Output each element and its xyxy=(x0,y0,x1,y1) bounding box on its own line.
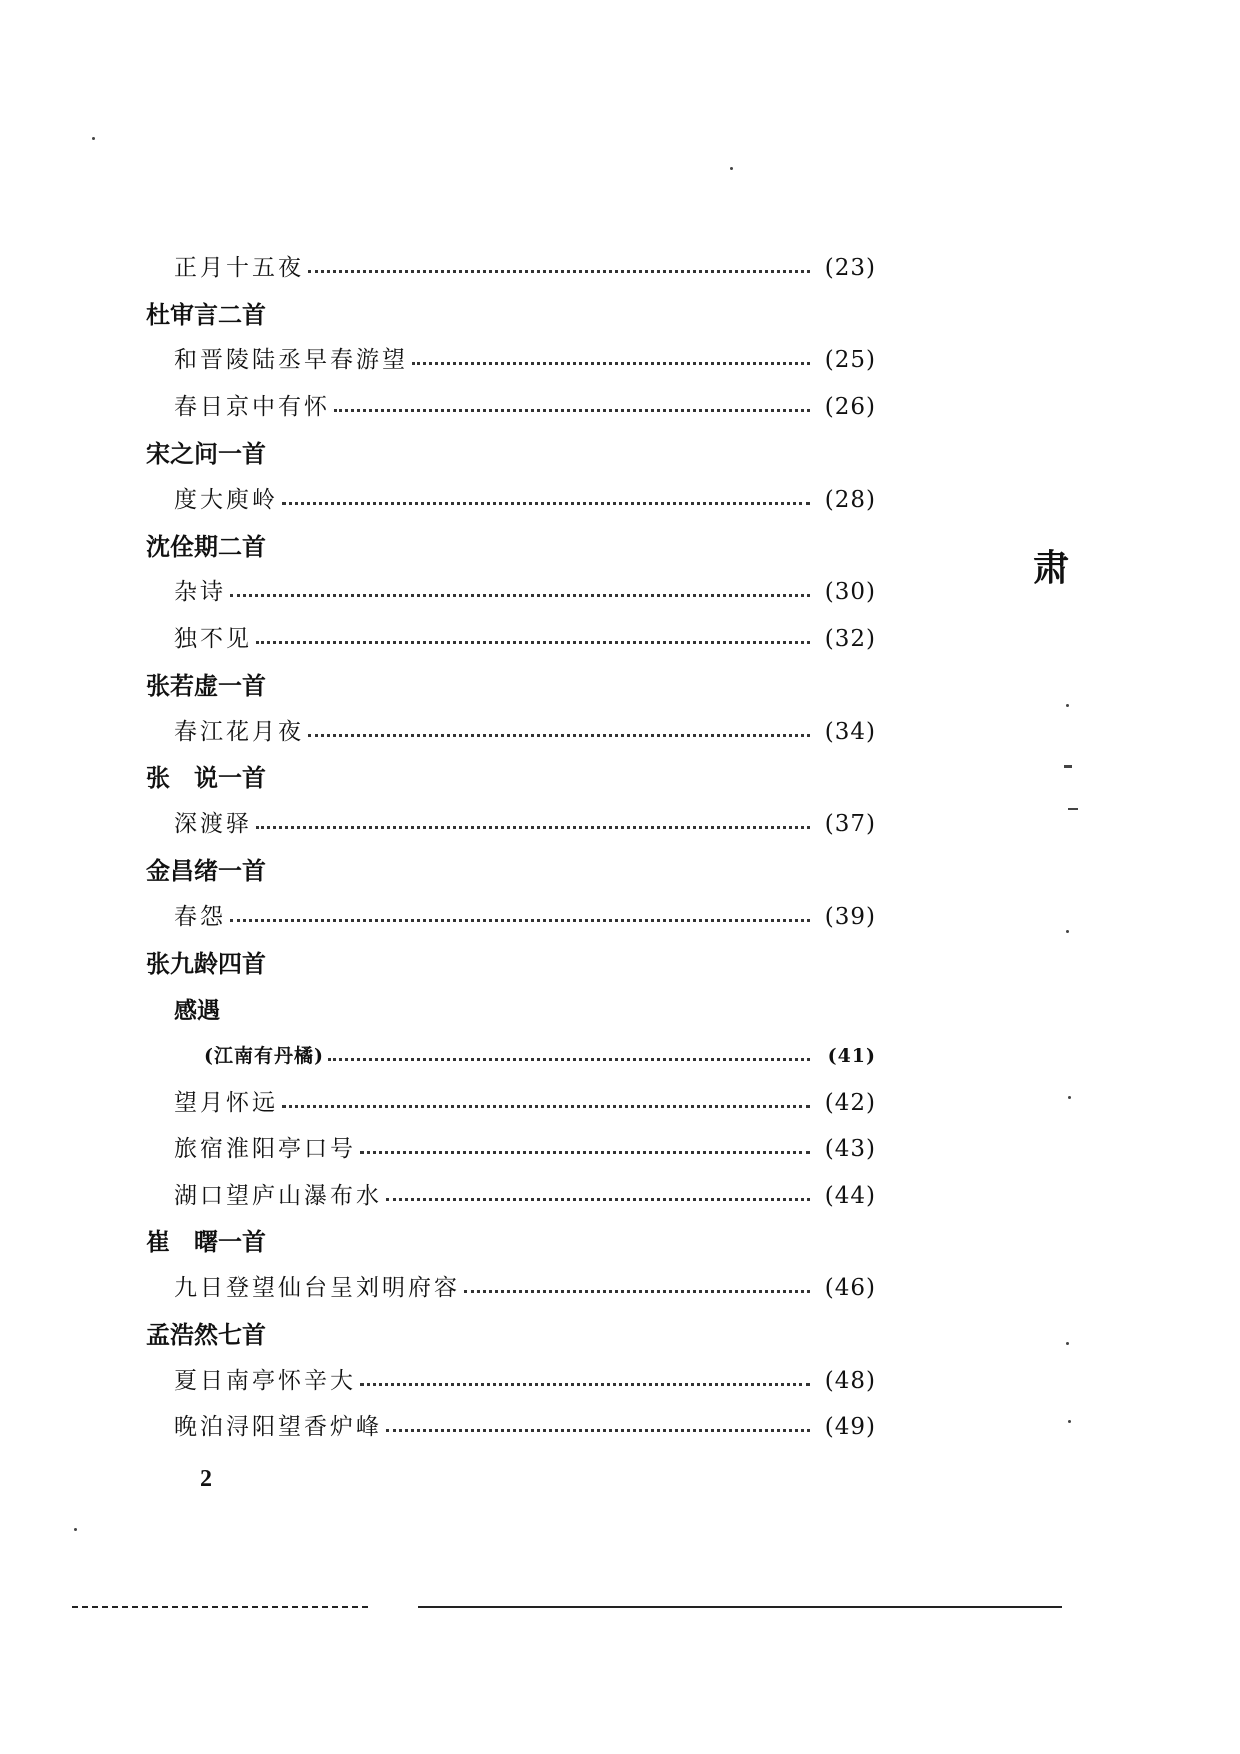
toc-entry xyxy=(146,1358,876,1404)
toc-author-heading xyxy=(146,1219,876,1265)
scan-speck xyxy=(1068,1096,1071,1099)
table-of-contents xyxy=(146,245,876,1451)
toc-title: 张 说一首 xyxy=(146,763,266,793)
dot-leader xyxy=(386,1429,810,1432)
toc-author-heading xyxy=(146,291,876,337)
toc-author-heading xyxy=(146,431,876,477)
toc-page-number: (48) xyxy=(824,1368,876,1395)
toc-entry xyxy=(146,245,876,291)
toc-title: 晚泊浔阳望香炉峰 xyxy=(174,1414,382,1441)
scan-speck xyxy=(92,137,95,140)
toc-entry xyxy=(146,1080,876,1126)
toc-entry xyxy=(146,709,876,755)
toc-page-number: (30) xyxy=(824,579,876,606)
toc-page-number: (32) xyxy=(824,625,876,652)
scan-speck xyxy=(1066,704,1069,707)
toc-page-number: (26) xyxy=(824,393,876,420)
toc-page-number: (42) xyxy=(824,1089,876,1116)
toc-author-heading xyxy=(146,663,876,709)
toc-title: 正月十五夜 xyxy=(174,254,304,281)
toc-title: 杂诗 xyxy=(174,579,226,606)
toc-title: 湖口望庐山瀑布水 xyxy=(174,1182,382,1209)
toc-entry xyxy=(146,570,876,616)
dot-leader xyxy=(412,362,810,365)
toc-title: 张九龄四首 xyxy=(146,949,266,979)
toc-author-heading xyxy=(146,848,876,894)
toc-author-heading xyxy=(146,523,876,569)
toc-title: 夏日南亭怀辛大 xyxy=(174,1368,356,1395)
dot-leader xyxy=(256,641,810,644)
toc-entry xyxy=(146,987,876,1033)
toc-page-number: (46) xyxy=(824,1275,876,1302)
toc-author-heading xyxy=(146,755,876,801)
margin-character: 肃 xyxy=(1033,547,1070,589)
toc-title: 独不见 xyxy=(174,625,252,652)
toc-title: 春江花月夜 xyxy=(174,718,304,745)
toc-entry xyxy=(146,894,876,940)
toc-title: 和晋陵陆丞早春游望 xyxy=(174,347,408,374)
toc-entry xyxy=(146,616,876,662)
dot-leader xyxy=(360,1151,810,1154)
bottom-rule-right xyxy=(418,1606,1062,1608)
scan-speck xyxy=(1066,1342,1069,1345)
dot-leader xyxy=(386,1198,810,1201)
toc-title: 望月怀远 xyxy=(174,1089,278,1116)
toc-entry xyxy=(146,1405,876,1451)
toc-title: 宋之问一首 xyxy=(146,438,266,468)
toc-page-number: (34) xyxy=(824,718,876,745)
toc-title: 九日登望仙台呈刘明府容 xyxy=(174,1275,460,1302)
toc-entry xyxy=(146,1266,876,1312)
scan-speck xyxy=(1068,1420,1071,1423)
scan-speck xyxy=(1064,765,1072,768)
toc-title: 沈佺期二首 xyxy=(146,531,266,561)
dot-leader xyxy=(464,1290,810,1293)
toc-title: 深渡驿 xyxy=(174,811,252,838)
toc-title: 杜审言二首 xyxy=(146,299,266,329)
toc-title: 度大庾岭 xyxy=(174,486,278,513)
toc-page-number: (23) xyxy=(824,254,876,281)
dot-leader xyxy=(308,734,810,737)
toc-title: 春怨 xyxy=(174,904,226,931)
toc-entry xyxy=(146,338,876,384)
scan-speck xyxy=(1066,930,1069,933)
toc-entry xyxy=(146,1034,876,1080)
toc-title: (江南有丹橘) xyxy=(204,1045,324,1068)
scan-speck xyxy=(1068,808,1078,810)
toc-page-number: (39) xyxy=(824,904,876,931)
toc-entry xyxy=(146,1173,876,1219)
dot-leader xyxy=(308,270,810,273)
toc-page-number: (43) xyxy=(824,1136,876,1163)
toc-title: 旅宿淮阳亭口号 xyxy=(174,1136,356,1163)
toc-page-number: (25) xyxy=(824,347,876,374)
dot-leader xyxy=(360,1383,810,1386)
toc-entry xyxy=(146,384,876,430)
toc-title: 孟浩然七首 xyxy=(146,1320,266,1350)
toc-title: 崔 曙一首 xyxy=(146,1227,266,1257)
scan-speck xyxy=(730,167,733,170)
toc-author-heading xyxy=(146,941,876,987)
toc-entry xyxy=(146,1126,876,1172)
toc-title: 张若虚一首 xyxy=(146,670,266,700)
dot-leader xyxy=(328,1058,810,1061)
dot-leader xyxy=(282,1105,810,1108)
toc-page-number: (41) xyxy=(827,1045,876,1068)
toc-page-number: (28) xyxy=(824,486,876,513)
toc-author-heading xyxy=(146,1312,876,1358)
toc-title: 金昌绪一首 xyxy=(146,856,266,886)
dot-leader xyxy=(256,826,810,829)
dot-leader xyxy=(334,409,810,412)
toc-page-number: (44) xyxy=(824,1182,876,1209)
page-number: 2 xyxy=(200,1466,212,1492)
toc-page-number: (49) xyxy=(824,1414,876,1441)
toc-title: 感遇 xyxy=(174,996,220,1024)
bottom-rule-left xyxy=(72,1606,368,1608)
toc-page-number: (37) xyxy=(824,811,876,838)
scan-speck xyxy=(74,1528,77,1531)
toc-title: 春日京中有怀 xyxy=(174,393,330,420)
toc-entry xyxy=(146,477,876,523)
dot-leader xyxy=(282,502,810,505)
dot-leader xyxy=(230,594,810,597)
toc-entry xyxy=(146,802,876,848)
dot-leader xyxy=(230,919,810,922)
